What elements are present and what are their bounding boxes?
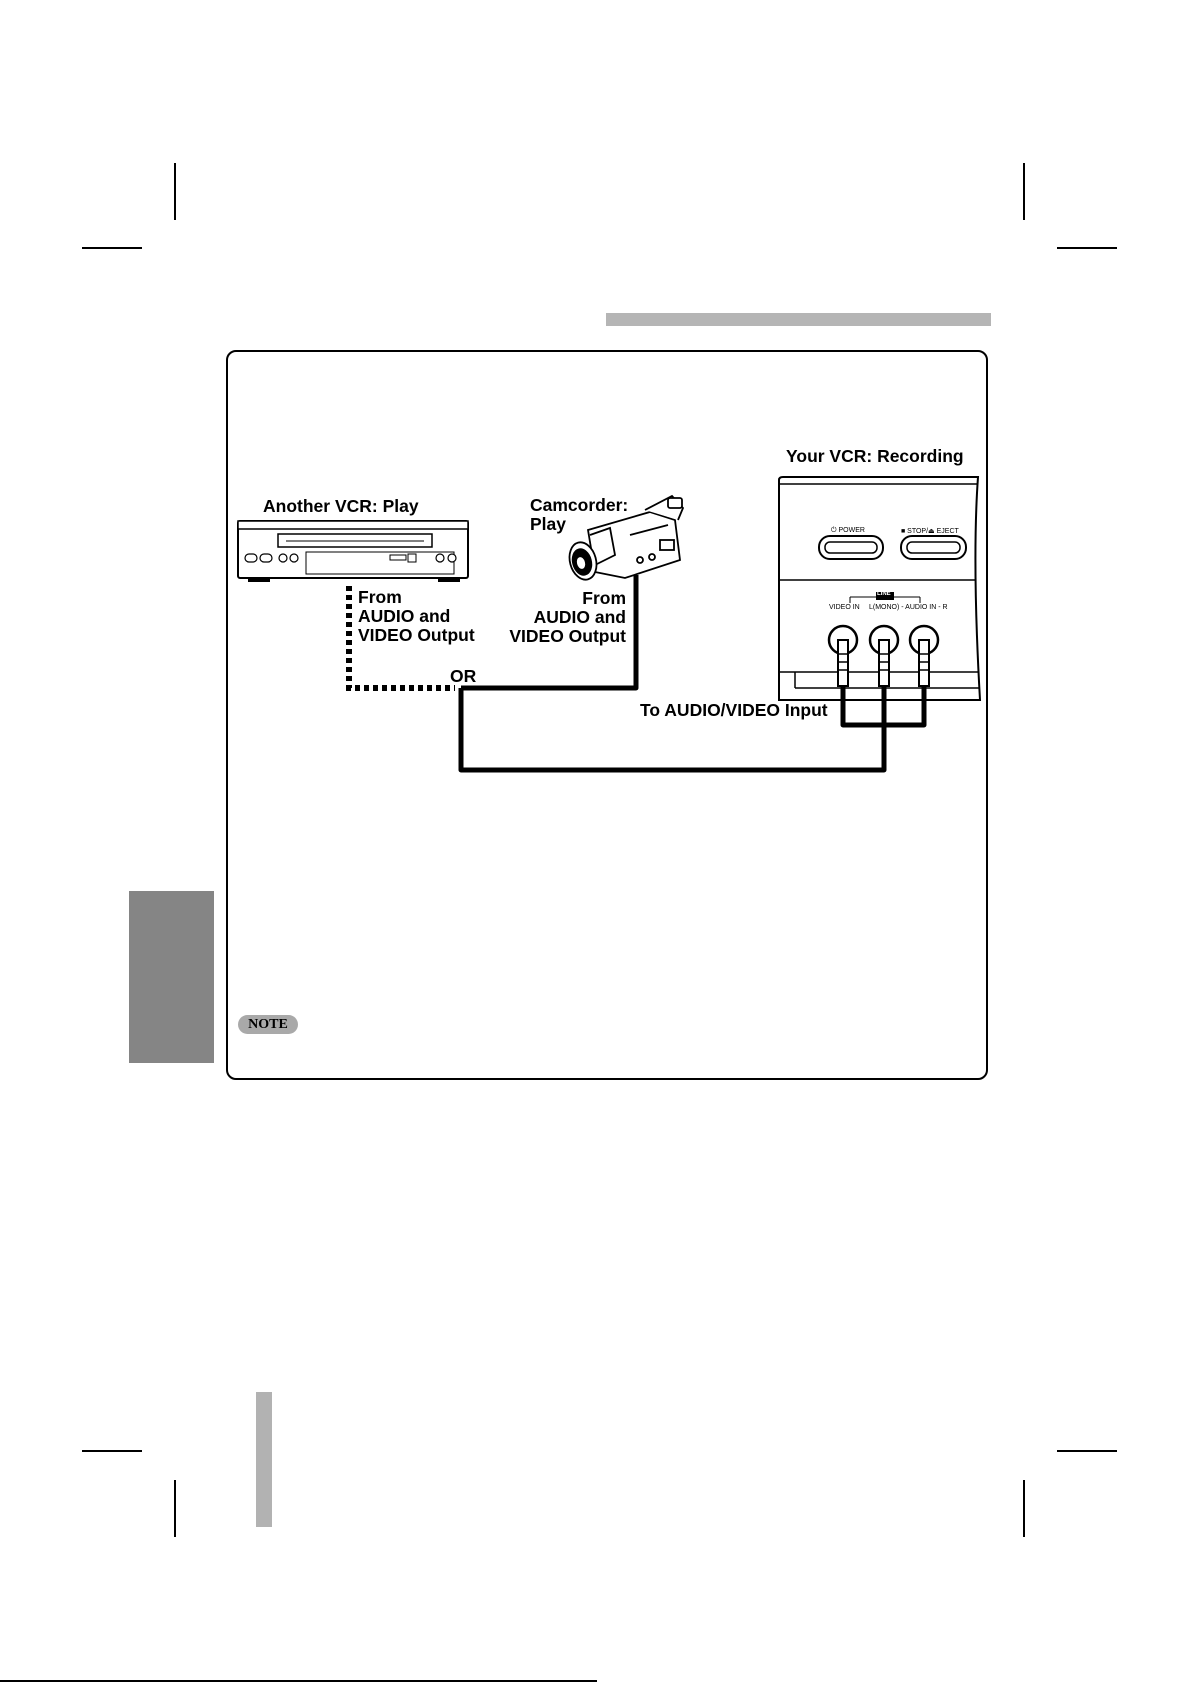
- label-camcorder: Camcorder: Play: [530, 495, 629, 534]
- note-badge: NOTE: [238, 1015, 298, 1034]
- label-to-input: To AUDIO/VIDEO Input: [640, 700, 828, 720]
- label-from-output-camcorder: From AUDIO and VIDEO Output: [509, 588, 626, 646]
- label-from-output-vcr: From AUDIO and VIDEO Output: [358, 587, 475, 645]
- stop-eject-label: ■ STOP/⏏ EJECT: [901, 528, 959, 535]
- video-in-label: VIDEO IN: [829, 604, 860, 611]
- another-vcr-icon: [238, 521, 468, 582]
- power-label: ⏻ POWER: [831, 527, 865, 534]
- label-or: OR: [450, 666, 477, 686]
- line-badge: LINE: [877, 591, 891, 597]
- label-another-vcr: Another VCR: Play: [263, 496, 419, 516]
- audio-in-label: L(MONO) - AUDIO IN - R: [869, 604, 948, 611]
- label-your-vcr: Your VCR: Recording: [786, 446, 964, 466]
